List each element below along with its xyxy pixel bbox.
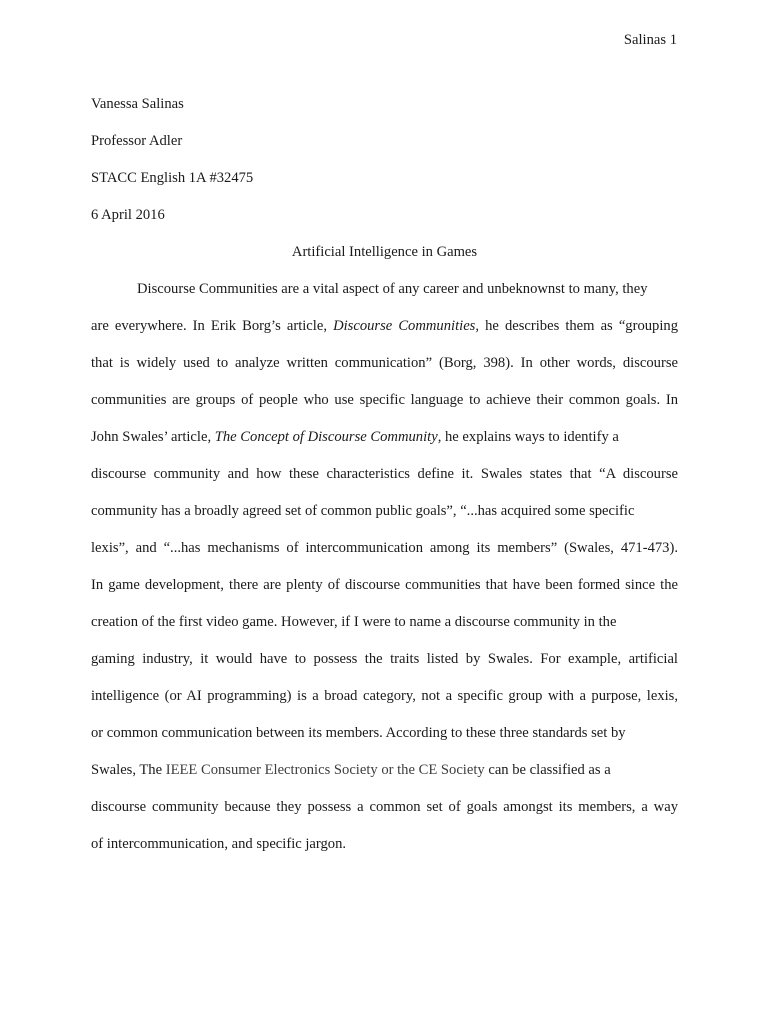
paragraph-line [91,419,678,456]
professor-name: Professor Adler [91,133,183,149]
paragraph-line: discourse community and how these characteristics define it. Swales states that “A discourse [91,466,678,482]
essay-title: Artificial Intelligence in Games [291,244,478,260]
line-text: can be classified as a [484,762,611,778]
paragraph-line: or common communication between its members. According to these three standards set by [91,725,626,741]
article-title-swales: The Concept of Discourse Community [214,429,438,445]
paragraph-line: that is widely used to analyze written communication” (Borg, 398). In other words, discourse [91,355,678,371]
paragraph-line: lexis”, and “...has mechanisms of intercommunication among its members” (Swales, 471-473). [91,540,678,556]
paragraph-line: community has a broadly agreed set of common public goals”, “...has acquired some specific [91,503,635,519]
page-header-label: Salinas 1 [623,32,677,48]
line-text: John Swales’ article, [91,429,215,445]
line-text: are everywhere. In Erik Borg’s article, [91,318,334,334]
paragraph-line [91,752,678,789]
mla-heading [91,86,678,234]
article-title-borg: Discourse Communities [333,318,476,334]
paragraph-line: creation of the first video game. However, if I were to name a discourse community in the [91,614,617,630]
paragraph-line: communities are groups of people who use specific language to achieve their common goals. In [91,392,678,408]
course-name: STACC English 1A #32475 [91,170,254,186]
paragraph-line: gaming industry, it would have to possess the traits listed by Swales. For example, artificial [91,651,678,667]
paragraph-line [91,308,678,345]
author-name: Vanessa Salinas [91,96,184,112]
paragraph-line: In game development, there are plenty of discourse communities that have been formed since the [91,577,678,593]
line-text: , he describes them as “grouping [475,318,678,334]
essay-date: 6 April 2016 [91,207,165,223]
society-name: IEEE Consumer Electronics Society or the CE Society [165,762,485,778]
paragraph-line [91,271,678,308]
line-text: , he explains ways to identify a [437,429,619,445]
paragraph-line: discourse community because they possess a common set of goals amongst its members, a way [91,799,678,815]
paragraph-line: intelligence (or AI programming) is a broad category, not a specific group with a purpose, lexis, [91,688,678,704]
essay-paragraph [91,271,678,863]
line-text: Swales, The [91,762,166,778]
paragraph-line: of intercommunication, and specific jargon. [91,836,347,852]
line-text: Discourse Communities are a vital aspect of any career and unbeknownst to many, they [137,281,648,297]
